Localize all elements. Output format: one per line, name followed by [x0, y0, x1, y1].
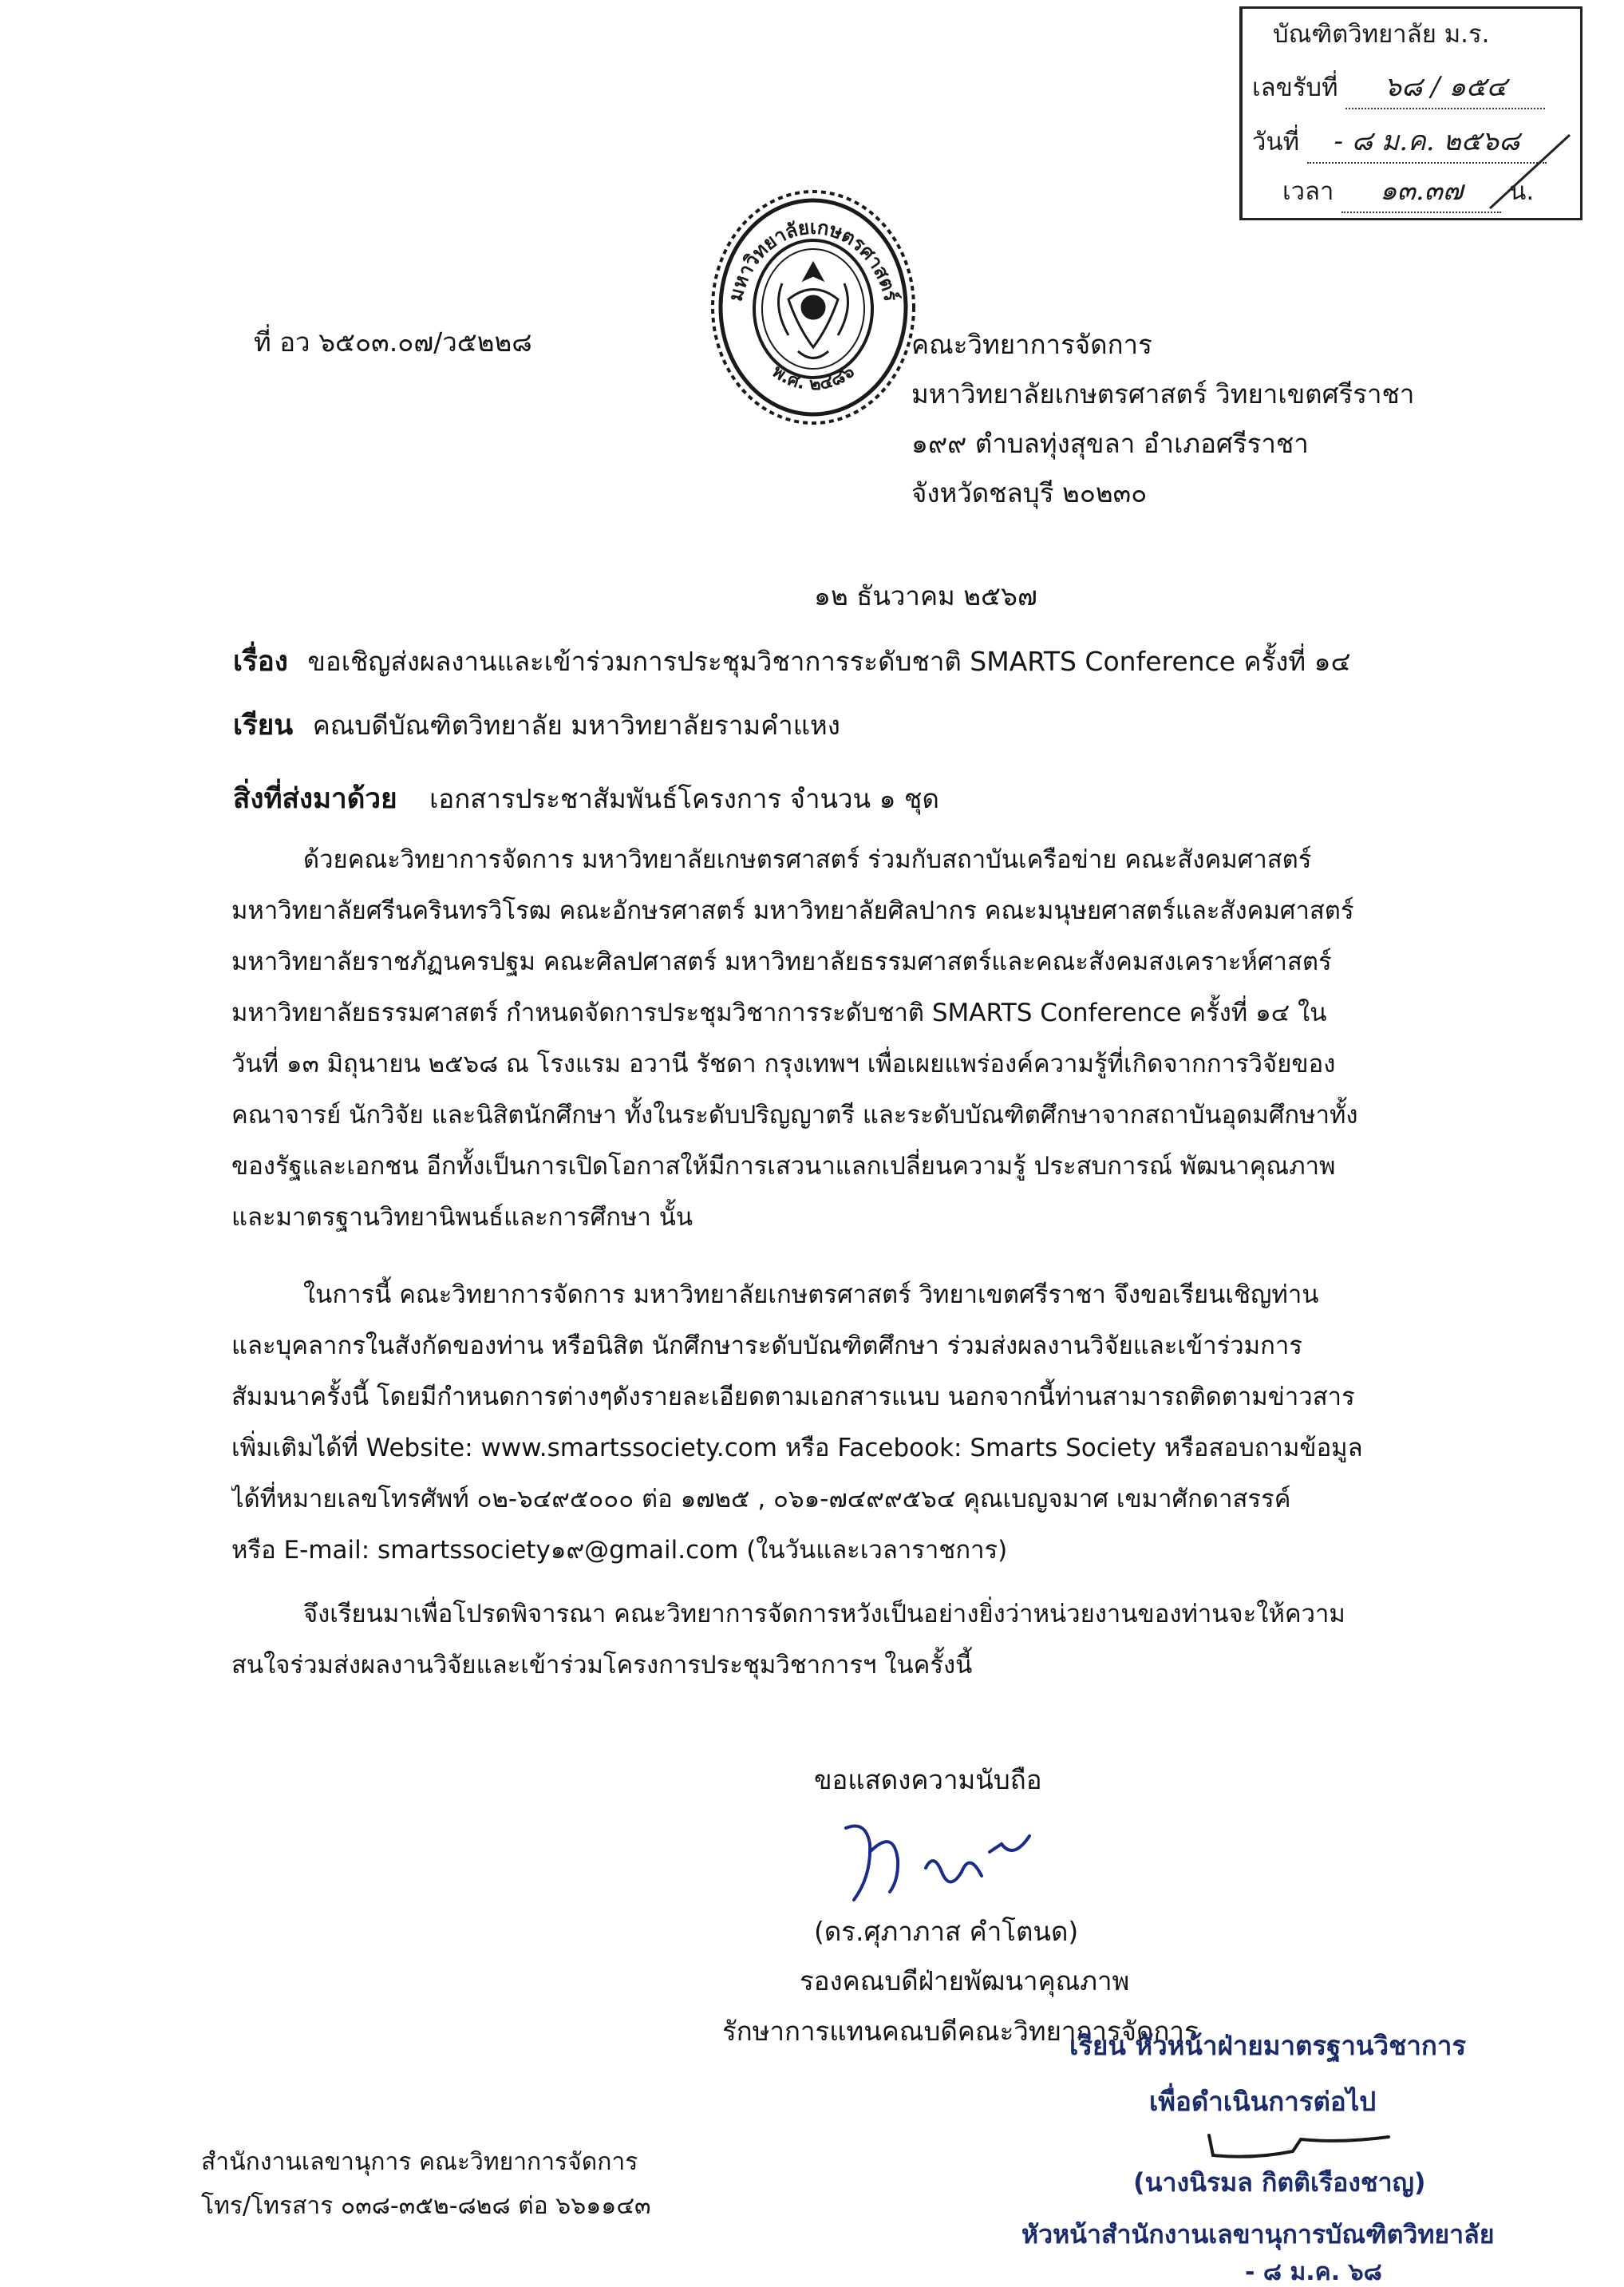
paragraph-line: เพิ่มเติมได้ที่ Website: www.smartssociety.com หรือ Facebook: Smarts Society หรือสอบถามข้อมูล	[231, 1434, 1363, 1462]
paragraph-line: และบุคลากรในสังกัดของท่าน หรือนิสิต นักศึกษาระดับบัณฑิตศึกษา ร่วมส่งผลงานวิจัยและเข้าร่วมการ	[231, 1331, 1302, 1360]
paragraph-line: หรือ E-mail: smartssociety๑๙@gmail.com (ในวันและเวลาราชการ)	[231, 1536, 1008, 1565]
annotation-line-1: เรียน หัวหน้าฝ่ายมาตรฐานวิชาการ	[1069, 2030, 1467, 2061]
stamp-time-label: เวลา	[1282, 177, 1334, 206]
signatory-position-1: รองคณบดีฝ่ายพัฒนาคุณภาพ	[800, 1965, 1130, 1996]
paragraph-line: จึงเรียนมาเพื่อโปรดพิจารณา คณะวิทยาการจัดการหวังเป็นอย่างยิ่งว่าหน่วยงานของท่านจะให้ความ	[303, 1600, 1345, 1628]
seal-top-text: มหาวิทยาลัยเกษตรศาสตร์	[724, 216, 903, 304]
seal-bottom-text: พ.ศ. ๒๔๘๖	[768, 362, 859, 395]
paragraph-line: ด้วยคณะวิทยาการจัดการ มหาวิทยาลัยเกษตรศาสตร์ ร่วมกับสถาบันเครือข่าย คณะสังคมศาสตร์	[303, 845, 1312, 874]
paragraph-line: มหาวิทยาลัยราชภัฏนครปฐม คณะศิลปศาสตร์ มหาวิทยาลัยธรรมศาสตร์และคณะสังคมสงเคราะห์ศาสตร์	[231, 948, 1332, 976]
paragraph-line: มหาวิทยาลัยศรีนครินทรวิโรฒ คณะอักษรศาสตร์ มหาวิทยาลัยศิลปากร คณะมนุษยศาสตร์และสังคมศาสตร์	[231, 896, 1354, 925]
footer-office: สำนักงานเลขานุการ คณะวิทยาการจัดการ	[201, 2148, 638, 2176]
stamp-receive-value: ๖๘ / ๑๕๔	[1345, 65, 1545, 109]
paragraph-line: และมาตรฐานวิทยานิพนธ์และการศึกษา นั้น	[231, 1203, 693, 1232]
university-seal	[709, 188, 918, 427]
paragraph-line: ของรัฐและเอกชน อีกทั้งเป็นการเปิดโอกาสให้มีการเสวนาแลกเปลี่ยนความรู้ ประสบการณ์ พัฒนาคุณภาพ	[231, 1152, 1336, 1181]
letter-date: ๑๒ ธันวาคม ๒๕๖๗	[814, 580, 1037, 611]
signatory-name: (ดร.ศุภาภาส คำโตนด)	[814, 1916, 1079, 1947]
subject-row	[233, 645, 1351, 679]
stamp-date-value: - ๘ ม.ค. ๒๕๖๘	[1307, 119, 1547, 164]
signature-image	[822, 1796, 1077, 1924]
stamp-date-label: วันที่	[1252, 128, 1300, 156]
signatory-position-2: รักษาการแทนคณบดีคณะวิทยาการจัดการ	[722, 2016, 1199, 2047]
recipient-row	[233, 709, 840, 742]
paragraph-line: มหาวิทยาลัยธรรมศาสตร์ กำหนดจัดการประชุมวิชาการระดับชาติ SMARTS Conference ครั้งที่ ๑๔ ใน	[231, 999, 1327, 1027]
stamp-office: บัณฑิตวิทยาลัย ม.ร.	[1273, 20, 1490, 49]
sender-address	[911, 329, 1414, 527]
stamp-receive-label: เลขรับที่	[1252, 73, 1338, 102]
recipient-text: คณบดีบัณฑิตวิทยาลัย มหาวิทยาลัยรามคำแหง	[312, 710, 840, 741]
paragraph-line: สนใจร่วมส่งผลงานวิจัยและเข้าร่วมโครงการประชุมวิชาการฯ ในครั้งนี้	[231, 1651, 973, 1680]
stamp-time-suffix: น.	[1509, 177, 1535, 206]
enclosure-text: เอกสารประชาสัมพันธ์โครงการ จำนวน ๑ ชุด	[429, 783, 939, 814]
address-line: จังหวัดชลบุรี ๒๐๒๓๐	[911, 477, 1148, 508]
annotation-position: หัวหน้าสำนักงานเลขานุการบัณฑิตวิทยาลัย	[1021, 2219, 1495, 2249]
subject-text: ขอเชิญส่งผลงานและเข้าร่วมการประชุมวิชาการระดับชาติ SMARTS Conference ครั้งที่ ๑๔	[307, 646, 1351, 677]
stamp-tick-mark	[1482, 129, 1578, 216]
body-paragraph-1	[231, 834, 1405, 1243]
paragraph-line: คณาจารย์ นักวิจัย และนิสิตนักศึกษา ทั้งในระดับปริญญาตรี และระดับบัณฑิตศึกษาจากสถาบันอุดมศึกษาทั้ง	[231, 1101, 1358, 1130]
enclosure-label: สิ่งที่ส่งมาด้วย	[233, 783, 397, 815]
enclosure-row	[233, 782, 939, 816]
address-line: ๑๙๙ ตำบลทุ่งสุขลา อำเภอศรีราชา	[911, 428, 1309, 459]
paragraph-line: วันที่ ๑๓ มิถุนายน ๒๕๖๘ ณ โรงแรม อวานี รัชดา กรุงเทพฯ เพื่อเผยแพร่องค์ความรู้ที่เกิดจากการวิจัยของ	[231, 1050, 1336, 1078]
annotation-date: - ๘ ม.ค. ๖๘	[1245, 2258, 1382, 2286]
address-line: มหาวิทยาลัยเกษตรศาสตร์ วิทยาเขตศรีราชา	[911, 378, 1415, 410]
address-line: คณะวิทยาการจัดการ	[911, 329, 1152, 360]
stamp-receive-row	[1252, 65, 1545, 109]
recipient-label: เรียน	[233, 710, 294, 742]
received-stamp	[1239, 6, 1583, 220]
subject-label: เรื่อง	[233, 646, 288, 678]
stamp-time-value: ๑๓.๓๗	[1341, 168, 1501, 213]
footer-phone: โทร/โทรสาร ๐๓๘-๓๕๒-๘๒๘ ต่อ ๖๖๑๑๔๓	[201, 2192, 651, 2220]
paragraph-line: สัมมนาครั้งนี้ โดยมีกำหนดการต่างๆดังรายละเอียดตามเอกสารแนบ นอกจากนี้ท่านสามารถติดตามข่าวสาร	[231, 1383, 1355, 1411]
closing-phrase: ขอแสดงความนับถือ	[814, 1764, 1042, 1795]
reference-number: ที่ อว ๖๕๐๓.๐๗/ว๕๒๒๘	[254, 326, 532, 358]
annotation-signature-image	[1197, 2119, 1405, 2167]
body-paragraph-2	[231, 1269, 1405, 1576]
annotation-line-2: เพื่อดำเนินการต่อไป	[1149, 2086, 1377, 2117]
paragraph-line: ในการนี้ คณะวิทยาการจัดการ มหาวิทยาลัยเกษตรศาสตร์ วิทยาเขตศรีราชา จึงขอเรียนเชิญท่าน	[303, 1280, 1319, 1309]
body-paragraph-3	[231, 1589, 1405, 1691]
seal-emblem-icon	[779, 263, 848, 358]
paragraph-line: ได้ที่หมายเลขโทรศัพท์ ๐๒-๖๔๙๕๐๐๐ ต่อ ๑๗๒๕ , ๐๖๑-๗๔๙๙๕๖๔ คุณเบญจมาศ เขมาศักดาสรรค์	[231, 1485, 1291, 1513]
annotation-name: (นางนิรมล กิตติเรืองชาญ)	[1133, 2167, 1426, 2198]
